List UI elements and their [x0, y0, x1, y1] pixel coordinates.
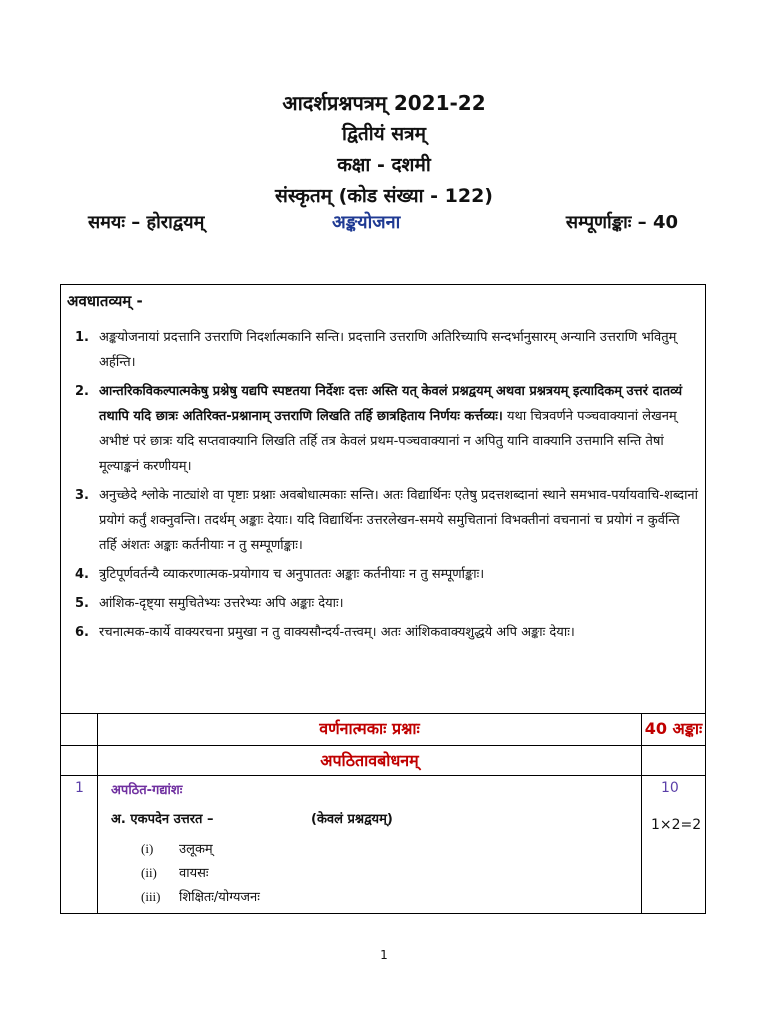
- note-item: [71, 620, 699, 645]
- note-item: [71, 379, 699, 479]
- class-label: कक्षा - दशमी: [337, 154, 431, 176]
- answer-text: वायसः: [179, 866, 209, 881]
- answer-item: [141, 837, 260, 861]
- column-divider: [641, 713, 642, 913]
- note-number: 2.: [75, 384, 89, 399]
- note-number: 6.: [75, 625, 89, 640]
- note-bold-text: आन्तरिकविकल्पात्मकेषु प्रश्नेषु यद्यपि स्पष्टतया निर्देशः दत्तः अस्ति यत् केवलं प्रश्नद्वयम् अथवा प्रश्नत्रयम् इत्यादिकम् उत्तरं दातव्यं तथापि यदि छात्रः अतिरिक्त-प्रश्नानाम् उत्तराणि लिखति तर्हि छात्रहिताय निर्णयः कर्त्तव्यः।: [99, 384, 683, 424]
- total-marks-label: सम्पूर्णाङ्काः – 40: [565, 212, 678, 233]
- note-text: अनुच्छेदे श्लोके नाट्यांशे वा पृष्टाः प्रश्नाः अवबोधात्मकाः सन्ति। अतः विद्यार्थिनः एतेषु प्रदत्तशब्दानां स्थाने समभाव-पर्यायवाचि-शब्दानां प्रयोगं कर्तुं शक्नुवन्ति। तदर्थम् अङ्काः देयाः। यदि विद्यार्थिनः उत्तरलेखन-समये समुचितानां विभक्तीनां वचनानां च प्रयोगं न कुर्वन्ति तर्हि अंशतः अङ्काः कर्तनीयाः न तु सम्पूर्णाङ्काः।: [99, 488, 699, 553]
- row-divider: [61, 713, 705, 714]
- subject-label: संस्कृतम् (कोड संख्या - 122): [275, 185, 493, 207]
- answer-list: [141, 837, 260, 909]
- note-number: 3.: [75, 488, 89, 503]
- subquestion-note: (केवलं प्रश्नद्वयम्): [311, 812, 393, 827]
- question-marks: 10: [661, 780, 679, 796]
- note-text: त्रुटिपूर्णवर्तन्यै व्याकरणात्मक-प्रयोगाय च अनुपाततः अङ्काः कर्तनीयाः न तु सम्पूर्णाङ्काः।: [99, 567, 485, 582]
- note-number: 5.: [75, 596, 89, 611]
- section-marks: 40 अङ्काः: [644, 719, 703, 738]
- paper-title: आदर्शप्रश्नपत्रम् 2021-22: [282, 91, 486, 115]
- note-item: [71, 325, 699, 375]
- note-text: रचनात्मक-कार्ये वाक्यरचना प्रमुखा न तु वाक्यसौन्दर्य-तत्त्वम्। अतः आंशिकवाक्यशुद्धये अपि अङ्काः देयाः।: [99, 625, 575, 640]
- row-divider: [61, 775, 705, 776]
- answer-label: (i): [141, 841, 154, 856]
- note-text: यथा चित्रवर्णने पञ्चवाक्यानां लेखनम् अभीष्टं परं छात्रः यदि सप्तवाक्यानि लिखति तर्हि तत्र केवलं प्रथम-पञ्चवाक्यानां न अपितु यानि वाक्यानि उत्तमानि सन्ति तेषां मूल्याङ्कनं करणीयम्।: [99, 409, 677, 474]
- section-subheading: अपठितावबोधनम्: [320, 751, 419, 770]
- note-item: [71, 483, 699, 558]
- row-divider: [61, 745, 705, 746]
- subquestion-label: अ. एकपदेन उत्तरत –: [111, 812, 214, 827]
- column-divider: [97, 713, 98, 913]
- marking-scheme-label: अङ्कयोजना: [332, 212, 401, 233]
- note-item: [71, 562, 699, 587]
- subquestion-marks: 1×2=2: [651, 817, 702, 833]
- notes-list: [71, 325, 699, 649]
- note-number: 4.: [75, 567, 89, 582]
- marking-scheme-table: [60, 284, 706, 914]
- question-number: 1: [75, 780, 84, 796]
- note-text: आंशिक-दृष्ट्या समुचितेभ्यः उत्तरेभ्यः अपि अङ्काः देयाः।: [99, 596, 344, 611]
- meta-row: [88, 210, 678, 242]
- note-text: अङ्कयोजनायां प्रदत्तानि उत्तराणि निदर्शात्मकानि सन्ति। प्रदत्तानि उत्तराणि अतिरिच्यापि सन्दर्भानुसारम् अन्यानि उत्तराणि भवितुम् अर्हन्ति।: [99, 330, 677, 370]
- answer-item: [141, 885, 260, 909]
- subquestion: [111, 809, 393, 827]
- note-number: 1.: [75, 330, 89, 345]
- notes-title: अवधातव्यम् -: [67, 292, 143, 310]
- document-header: [0, 88, 768, 212]
- time-label: समयः – होराद्वयम्: [88, 212, 205, 233]
- answer-label: (ii): [141, 865, 157, 880]
- answer-text: उलूकम्: [179, 842, 213, 857]
- question-title: अपठित-गद्यांशः: [111, 783, 183, 798]
- page-number: 1: [380, 948, 388, 962]
- answer-label: (iii): [141, 889, 161, 904]
- answer-text: शिक्षितः/योग्यजनः: [179, 890, 260, 905]
- note-item: [71, 591, 699, 616]
- term-label: द्वितीयं सत्रम्: [342, 123, 426, 145]
- section-heading: वर्णनात्मकाः प्रश्नाः: [319, 719, 420, 738]
- answer-item: [141, 861, 260, 885]
